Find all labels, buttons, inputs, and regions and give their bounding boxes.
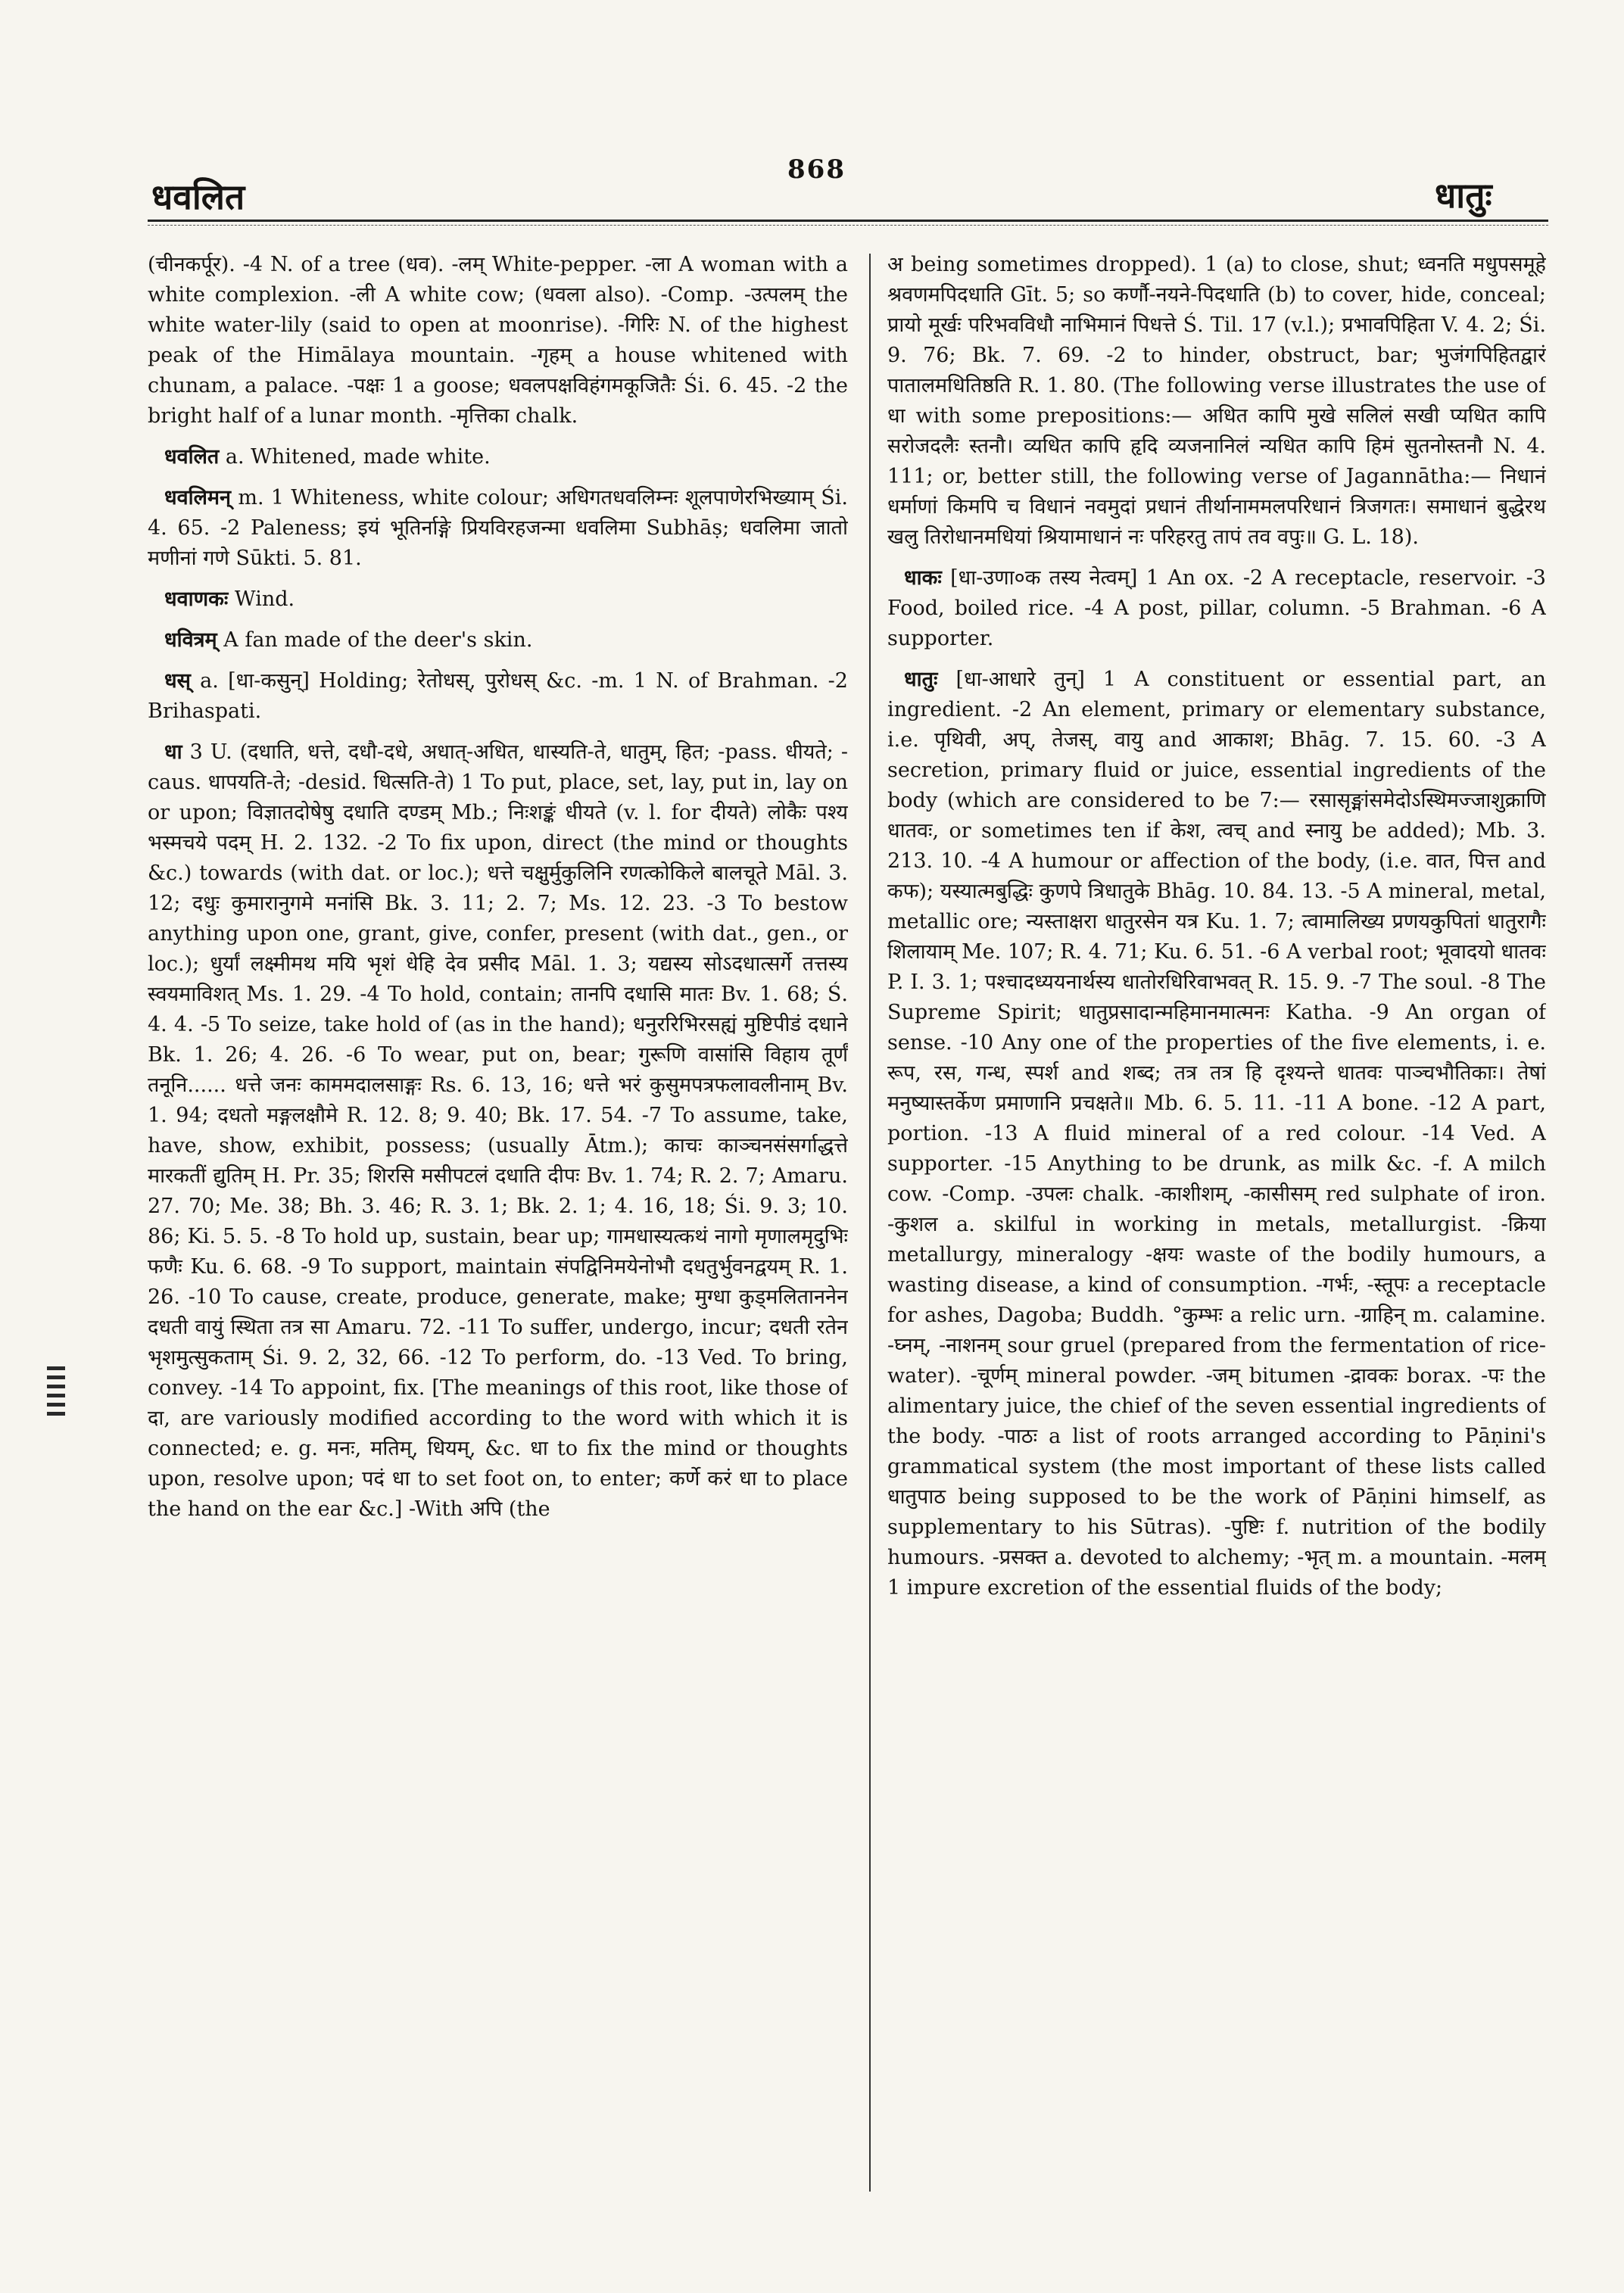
- dictionary-entry: [148, 737, 848, 1525]
- dictionary-entry: [148, 625, 848, 656]
- dictionary-entry: [148, 584, 848, 615]
- page-header: [0, 0, 1624, 227]
- right-column: [887, 250, 1546, 2203]
- entry-body: a. Whitened, made white.: [225, 445, 491, 469]
- entry-body: अ being sometimes dropped). 1 (a) to close, shut; ध्वनति मधुपसमूहे श्रवणमपिदधाति Gīt. 5; so कर्णौ-नयने-पिदधाति (b) to cover, hide, conceal; प्रायो मूर्खः परिभवविधौ नाभिमानं पिधत्ते Ś. Til. 17 (v.l.); प्रभावपिहिता V. 4. 2; Śi. 9. 76; Bk. 7. 69. -2 to hinder, obstruct, bar; भुजंगपिहितद्वारं पातालमधितिष्ठति R. 1. 80. (The following verse illustrates the use of धा with some prepositions:— अधित कापि मुखे सलिलं सखी प्यधित कापि सरोजदलैः स्तनौ। व्यधित कापि हृदि व्यजनानिलं न्यधित कापि हिमं सुतनोस्तनौ N. 4. 111; or, better still, the following verse of Jagannātha:— निधानं धर्माणां किमपि च विधानं नवमुदां प्रधानं तीर्थानाममलपरिधानं त्रिजगतः। समाधानं बुद्धेरथ खलु तिरोधानमधियां श्रियामाधानं नः परिहरतु तापं तव वपुः॥ G. L. 18).: [887, 253, 1546, 549]
- entry-headword: धवलिमन्: [164, 486, 232, 509]
- dictionary-entry: [148, 250, 848, 431]
- page-number: 868: [787, 154, 846, 185]
- entry-headword: धवाणकः: [164, 587, 229, 611]
- entry-headword: धा: [164, 740, 182, 764]
- dictionary-entry: [887, 563, 1546, 654]
- right-running-headword: धातुः: [1435, 175, 1492, 216]
- entry-body: a. [धा-कसुन्] Holding; रेतोधस्, पुरोधस् &c. -m. 1 N. of Brahman. -2 Brihaspati.: [148, 669, 848, 723]
- dictionary-entry: [887, 250, 1546, 553]
- entry-body: [धा-उणा०क तस्य नेत्वम्] 1 An ox. -2 A receptacle, reservoir. -3 Food, boiled rice. -4 A post, pillar, column. -5 Brahman. -6 A supporter.: [887, 566, 1546, 650]
- dictionary-entry: [148, 483, 848, 574]
- dictionary-entry: [148, 666, 848, 727]
- margin-mark-icon: [47, 1366, 65, 1421]
- left-running-headword: धवलित: [151, 176, 245, 217]
- column-divider: [869, 254, 871, 2192]
- entry-headword: धातुः: [904, 668, 938, 691]
- entry-headword: धस्: [164, 669, 191, 693]
- entry-body: (चीनकर्पूर). -4 N. of a tree (धव). -लम् White-pepper. -ला A woman with a white complexion. -ली A white cow; (धवला also). -Comp. -उत्पलम् the white water-lily (said to open at moonrise). -गिरिः N. of the highest peak of the Himālaya mountain. -गृहम् a house whitened with chunam, a palace. -पक्षः 1 a goose; धवलपक्षविहंगमकूजितैः Śi. 6. 45. -2 the bright half of a lunar month. -मृत्तिका chalk.: [148, 253, 848, 428]
- entry-headword: धवित्रम्: [164, 628, 217, 652]
- entry-headword: धवलित: [164, 445, 220, 469]
- header-rule: [148, 220, 1548, 222]
- entry-body: [धा-आधारे तुन्] 1 A constituent or essential part, an ingredient. -2 An element, primary or elementary substance, i.e. पृथिवी, अप्, तेजस्, वायु and आकाश; Bhāg. 7. 15. 60. -3 A secretion, primary fluid or juice, essential ingredients of the body (which are considered to be 7:— रसासृङ्मांसमेदोऽस्थिमज्जाशुक्राणि धातवः, or sometimes ten if केश, त्वच् and स्नायु be added); Mb. 3. 213. 10. -4 A humour or affection of the body, (i.e. वात, पित्त and कफ); यस्यात्मबुद्धिः कुणपे त्रिधातुके Bhāg. 10. 84. 13. -5 A mineral, metal, metallic ore; न्यस्ताक्षरा धातुरसेन यत्र Ku. 1. 7; त्वामालिख्य प्रणयकुपितां धातुरागैः शिलायाम् Me. 107; R. 4. 71; Ku. 6. 51. -6 A verbal root; भूवादयो धातवः P. I. 3. 1; पश्चादध्ययनार्थस्य धातोरधिरिवाभवत् R. 15. 9. -7 The soul. -8 The Supreme Spirit; धातुप्रसादान्महिमानमात्मनः Katha. -9 An organ of sense. -10 Any one of the properties of the five elements, i. e. रूप, रस, गन्ध, स्पर्श and शब्द; तत्र तत्र हि दृश्यन्ते धातवः पाञ्चभौतिकाः। तेषां मनुष्यास्तर्केण प्रमाणानि प्रचक्षते॥ Mb. 6. 5. 11. -11 A bone. -12 A part, portion. -13 A fluid mineral of a red colour. -14 Ved. A supporter. -15 Anything to be drunk, as milk &c. -f. A milch cow. -Comp. -उपलः chalk. -काशीशम्, -कासीसम् red sulphate of iron. -कुशल a. skilful in working in metals, metallurgist. -क्रिया metallurgy, mineralogy -क्षयः waste of the bodily humours, a wasting disease, a kind of consumption. -गर्भः, -स्तूपः a receptacle for ashes, Dagoba; Buddh. °कुम्भः a relic urn. -ग्राहिन् m. calamine. -घ्नम्, -नाशनम् sour gruel (prepared from the fermentation of rice-water). -चूर्णम् mineral powder. -जम् bitumen -द्रावकः borax. -पः the alimentary juice, the chief of the seven essential ingredients of the body. -पाठः a list of roots arranged according to Pāṇini's grammatical system (the most important of these lists called धातुपाठ being supposed to be the work of Pāṇini himself, as supplementary to his Sūtras). -पुष्टिः f. nutrition of the bodily humours. -प्रसक्त a. devoted to alchemy; -भृत् m. a mountain. -मलम् 1 impure excretion of the essential fluids of the body;: [887, 668, 1546, 1600]
- entry-body: Wind.: [234, 587, 295, 611]
- entry-body: 3 U. (दधाति, धत्ते, दधौ-दधे, अधात्-अधित, धास्यति-ते, धातुम्, हित; -pass. धीयते; -caus. धापयति-ते; -desid. धित्सति-ते) 1 To put, place, set, lay, put in, lay on or upon; विज्ञातदोषेषु दधाति दण्डम् Mb.; निःशङ्कं धीयते (v. l. for दीयते) लोकैः पश्य भस्मचये पदम् H. 2. 132. -2 To fix upon, direct (the mind or thoughts &c.) towards (with dat. or loc.); धत्ते चक्षुर्मुकुलिनि रणत्कोकिले बालचूते Māl. 3. 12; दधुः कुमारानुगमे मनांसि Bk. 3. 11; 2. 7; Ms. 12. 23. -3 To bestow anything upon one, grant, give, confer, present (with dat., gen., or loc.); धुर्यां लक्ष्मीमथ मयि भृशं धेहि देव प्रसीद Māl. 1. 3; यद्यस्य सोऽदधात्सर्गे तत्तस्य स्वयमाविशत् Ms. 1. 29. -4 To hold, contain; तानपि दधासि मातः Bv. 1. 68; Ś. 4. 4. -5 To seize, take hold of (as in the hand); धनुररिभिरसह्यं मुष्टिपीडं दधाने Bk. 1. 26; 4. 26. -6 To wear, put on, bear; गुरूणि वासांसि विहाय तूर्णं तनूनि...... धत्ते जनः काममदालसाङ्गः Rs. 6. 13, 16; धत्ते भरं कुसुमपत्रफलावलीनाम् Bv. 1. 94; दधतो मङ्गलक्षौमे R. 12. 8; 9. 40; Bk. 17. 54. -7 To assume, take, have, show, exhibit, possess; (usually Ātm.); काचः काञ्चनसंसर्गाद्धत्ते मारकतीं द्युतिम् H. Pr. 35; शिरसि मसीपटलं दधाति दीपः Bv. 1. 74; R. 2. 7; Amaru. 27. 70; Me. 38; Bh. 3. 46; R. 3. 1; Bk. 2. 1; 4. 16, 18; Śi. 9. 3; 10. 86; Ki. 5. 5. -8 To hold up, sustain, bear up; गामधास्यत्कथं नागो मृणालमृदुभिः फणैः Ku. 6. 68. -9 To support, maintain संपद्विनिमयेनोभौ दधतुर्भुवनद्वयम् R. 1. 26. -10 To cause, create, produce, generate, make; मुग्धा कुड्मलिताननेन दधती वायुं स्थिता तत्र सा Amaru. 72. -11 To suffer, undergo, incur; दधती रतेन भृशमुत्सुकताम् Śi. 9. 2, 32, 66. -12 To perform, do. -13 Ved. To bring, convey. -14 To appoint, fix. [The meanings of this root, like those of दा, are variously modified according to the word with which it is connected; e. g. मनः, मतिम्, धियम्, &c. धा to fix the mind or thoughts upon, resolve upon; पदं धा to set foot on, to enter; कर्णे करं धा to place the hand on the ear &c.] -With अपि (the: [148, 740, 848, 1521]
- entry-body: A fan made of the deer's skin.: [223, 628, 533, 652]
- dictionary-entry: [887, 665, 1546, 1603]
- entry-body: m. 1 Whiteness, white colour; अधिगतधवलिम्नः शूलपाणेरभिख्याम् Śi. 4. 65. -2 Paleness; इयं भूतिर्नाङ्गे प्रियविरहजन्मा धवलिमा Subhāṣ; धवलिमा जातो मणीनां गणे Sūkti. 5. 81.: [148, 486, 848, 570]
- left-column: [148, 250, 848, 2203]
- dictionary-entry: [148, 442, 848, 472]
- header-rule-dashed: [148, 225, 1548, 226]
- entry-headword: धाकः: [904, 566, 942, 590]
